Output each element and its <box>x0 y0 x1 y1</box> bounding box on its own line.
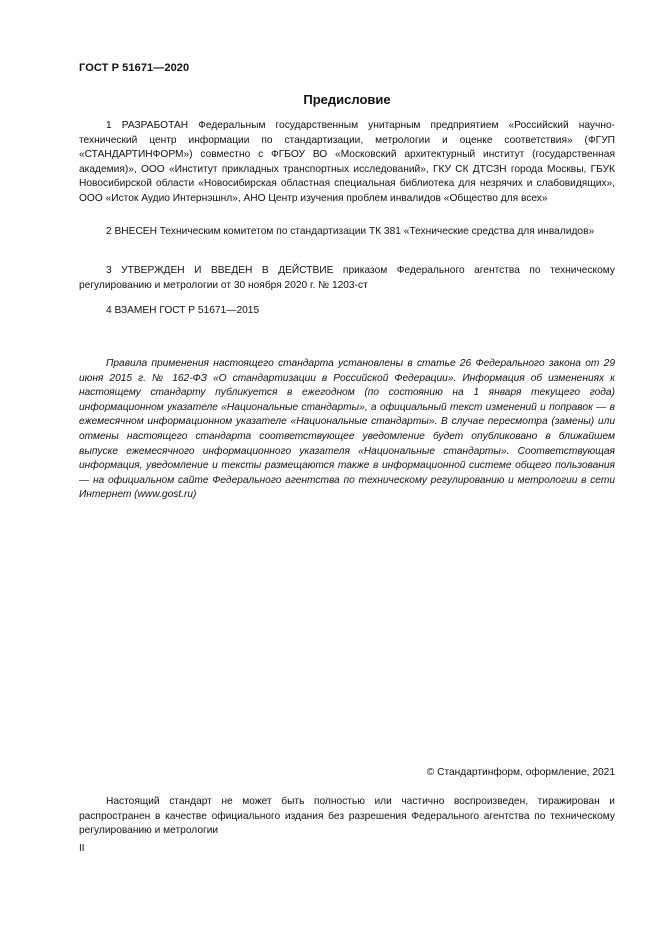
foreword-item-approved: 3 УТВЕРЖДЕН И ВВЕДЕН В ДЕЙСТВИЕ приказом Федерального агентства по техническому регулированию и метрологии от 30 ноября 2020 г. № 1203-ст <box>79 265 615 291</box>
copyright-line: © Стандартинформ, оформление, 2021 <box>426 767 615 778</box>
reproduction-notice: Настоящий стандарт не может быть полностью или частично воспроизведен, тиражирован и распространен в качестве официального издания без разрешения Федерального агентства по техническому регулированию и метрологии <box>79 796 615 837</box>
page-number: II <box>79 843 85 854</box>
foreword-item-introduced: 2 ВНЕСЕН Техническим комитетом по стандартизации ТК 381 «Технические средства для инвалидов» <box>106 226 595 237</box>
foreword-item-developed: 1 РАЗРАБОТАН Федеральным государственным унитарным предприятием «Российский научно-технический центр информации по стандартизации, метрологии и оценке соответствия» (ФГУП «СТАНДАРТИНФОРМ») совместно с ФГБОУ ВО «Московский архитектурный институт (государственная академия)», ООО «Институт прикладных транспортных исследований», ГКУ СК ДТСЗН города Москвы, ГБУК Новосибирской области «Новосибирская областная специальная библиотека для незрячих и слабовидящих», ООО «Исток Аудио Интернэшнл», АНО Центр изучения проблем инвалидов «Общество для всех» <box>79 120 615 204</box>
foreword-item-replaces: 4 ВЗАМЕН ГОСТ Р 51671—2015 <box>106 305 260 316</box>
document-code-header: ГОСТ Р 51671—2020 <box>79 62 190 74</box>
foreword-title: Предисловие <box>303 92 391 107</box>
application-rules-notice: Правила применения настоящего стандарта установлены в статье 26 Федерального закона от 29 июня 2015 г. № 162-ФЗ «О стандартизации в Российской Федерации». Информация об изменениях к настоящему стандарту публикуется в ежегодном (по состоянию на 1 января текущего года) информационном указателе «Национальные стандарты», а официальный текст изменений и поправок — в ежемесячном информационном указателе «Национальные стандарты». В случае пересмотра (замены) или отмены настоящего стандарта соответствующее уведомление будет опубликовано в ближайшем выпуске ежемесячного информационного указателя «Национальные стандарты». Соответствующая информация, уведомление и тексты размещаются также в информационной системе общего пользования — на официальном сайте Федерального агентства по техническому регулированию и метрологии в сети Интернет (www.gost.ru) <box>79 358 615 501</box>
